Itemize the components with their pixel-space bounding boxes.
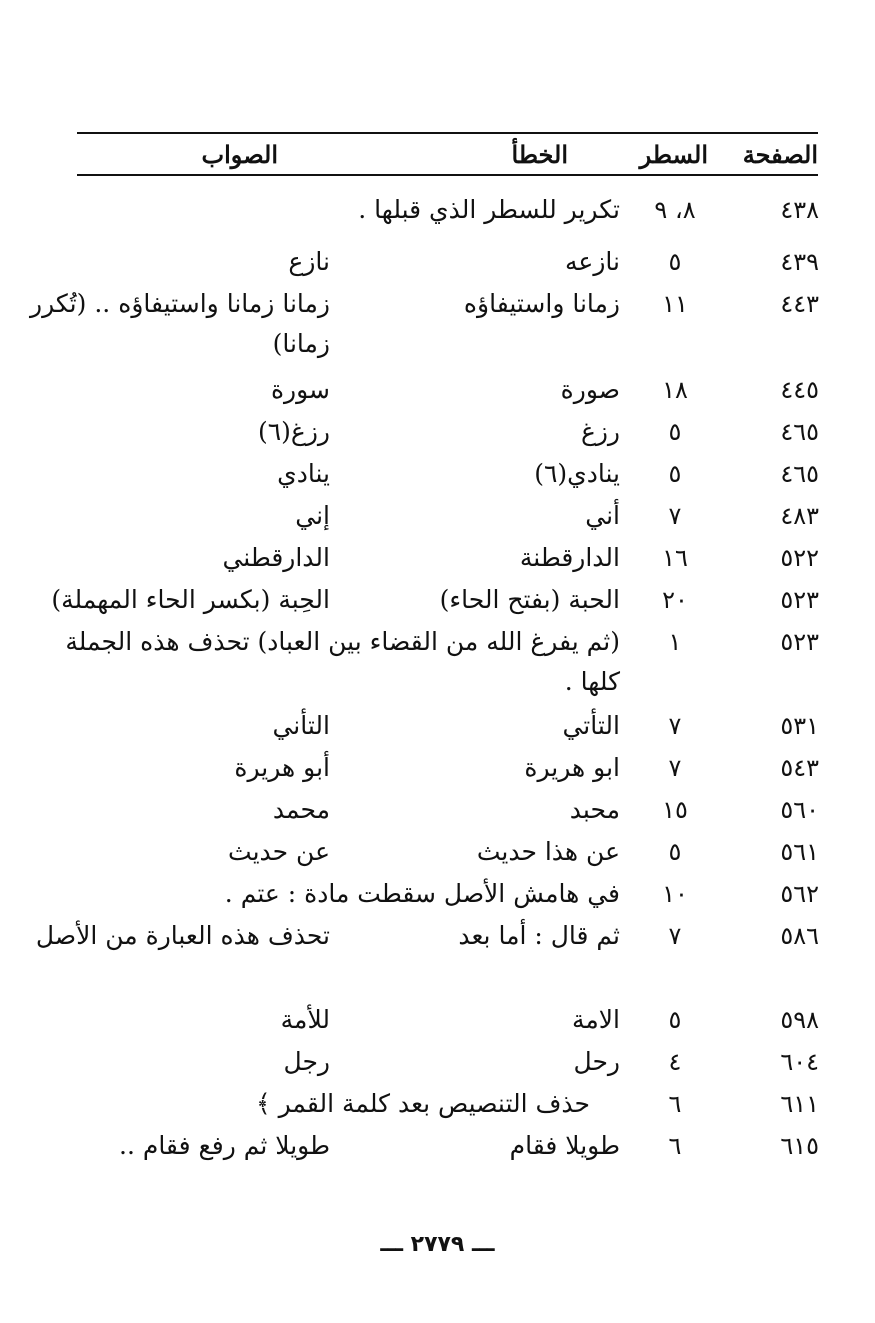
- row-line: ٦: [668, 1090, 682, 1118]
- row-note: حذف التنصيص بعد كلمة القمر ﴾: [255, 1089, 590, 1118]
- row-page: ٥٢٣: [780, 586, 819, 614]
- row-right: سورة: [270, 375, 330, 404]
- row-line: ٥: [668, 460, 682, 488]
- row-right: تحذف هذه العبارة من الأصل: [35, 921, 330, 950]
- row-line: ٧: [668, 754, 682, 782]
- table-row: [0, 874, 875, 916]
- row-wrong: ثم قال : أما بعد: [458, 921, 620, 950]
- row-line: ٧: [668, 712, 682, 740]
- table-row: [0, 454, 875, 496]
- row-right: طويلا ثم رفع فقام ..: [119, 1131, 330, 1160]
- row-page: ٥٢٣: [780, 628, 819, 656]
- row-page: ٦٠٤: [780, 1048, 819, 1076]
- table-row: [0, 190, 875, 242]
- header-right: الصواب: [201, 140, 278, 169]
- table-row: [0, 1084, 875, 1126]
- row-page: ٥٦٠: [780, 796, 819, 824]
- row-line: ٢٠: [662, 586, 688, 614]
- table-row: [0, 284, 875, 370]
- row-line: ٧: [668, 922, 682, 950]
- row-wrong: أني: [585, 501, 620, 530]
- row-page: ٤٤٥: [780, 376, 819, 404]
- row-wrong: التأتي: [562, 711, 620, 740]
- page-number: ـــ ٢٧٧٩ ـــ: [380, 1232, 495, 1257]
- row-line: ٥: [668, 418, 682, 446]
- row-note: في هامش الأصل سقطت مادة : عتم .: [224, 879, 620, 908]
- row-line: ١٥: [662, 796, 688, 824]
- row-page: ٥٣١: [780, 712, 819, 740]
- row-page: ٦١١: [780, 1090, 819, 1118]
- row-note: تكرير للسطر الذي قبلها .: [358, 195, 620, 224]
- row-page: ٥٩٨: [780, 1006, 819, 1034]
- table-row: [0, 916, 875, 1000]
- row-right: الحِبة (بكسر الحاء المهملة): [51, 585, 330, 614]
- row-page: ٤٣٩: [780, 248, 819, 276]
- row-wrong: محبد: [569, 795, 620, 824]
- row-page: ٥٦١: [780, 838, 819, 866]
- header-wrong: الخطأ: [511, 140, 568, 169]
- header-row: [77, 134, 818, 172]
- table-row: [0, 1042, 875, 1084]
- table-row: [0, 580, 875, 622]
- row-line: ١: [668, 628, 682, 656]
- row-line: ١١: [662, 290, 688, 318]
- row-page: ٤٦٥: [780, 460, 819, 488]
- row-wrong: رحل: [573, 1047, 620, 1076]
- row-right: رزغ(٦): [257, 417, 330, 446]
- table-row: [0, 748, 875, 790]
- row-wrong: طويلا فقام: [509, 1131, 620, 1160]
- row-page: ٥٢٢: [780, 544, 819, 572]
- row-wrong: الدارقطنة: [519, 543, 620, 572]
- row-line: ٨، ٩: [654, 196, 696, 224]
- row-line: ١٨: [662, 376, 688, 404]
- row-line: ١٦: [662, 544, 688, 572]
- row-page: ٥٦٢: [780, 880, 819, 908]
- row-wrong: عن هذا حديث: [476, 837, 620, 866]
- row-right: نازع: [288, 247, 330, 276]
- table-row: [0, 1000, 875, 1042]
- row-line: ٧: [668, 502, 682, 530]
- row-right: رجل: [283, 1047, 330, 1076]
- table-row: [0, 1126, 875, 1168]
- row-right: للأمة: [280, 1005, 330, 1034]
- header-rule: [77, 174, 818, 176]
- table-row: [0, 622, 875, 706]
- row-wrong: الحبة (بفتح الحاء): [439, 585, 620, 614]
- row-note: (ثم يفرغ الله من القضاء بين العباد) تحذف هذه الجملة كلها .: [65, 627, 620, 696]
- row-wrong: ابو هريرة: [524, 753, 620, 782]
- row-right: أبو هريرة: [234, 753, 330, 782]
- row-right: ينادي: [277, 459, 330, 488]
- row-line: ١٠: [662, 880, 688, 908]
- row-line: ٤: [668, 1048, 682, 1076]
- row-line: ٦: [668, 1132, 682, 1160]
- row-wrong: الامة: [572, 1005, 620, 1034]
- table-row: [0, 538, 875, 580]
- row-wrong: نازعه: [565, 247, 620, 276]
- table-row: [0, 706, 875, 748]
- row-wrong: زمانا واستيفاؤه: [463, 289, 620, 318]
- table-row: [0, 790, 875, 832]
- row-line: ٥: [668, 1006, 682, 1034]
- row-wrong: رزغ: [580, 417, 620, 446]
- row-right: الدارقطني: [222, 543, 330, 572]
- errata-rows: [0, 190, 875, 1168]
- row-page: ٤٣٨: [780, 196, 819, 224]
- row-page: ٤٤٣: [780, 290, 819, 318]
- row-line: ٥: [668, 248, 682, 276]
- row-page: ٦١٥: [780, 1132, 819, 1160]
- row-line: ٥: [668, 838, 682, 866]
- errata-table-header: [77, 132, 818, 176]
- table-row: [0, 832, 875, 874]
- row-right: إني: [295, 501, 330, 530]
- row-wrong: صورة: [560, 375, 620, 404]
- table-row: [0, 370, 875, 412]
- row-right: عن حديث: [228, 837, 330, 866]
- row-page: ٤٦٥: [780, 418, 819, 446]
- row-wrong: ينادي(٦): [534, 459, 620, 488]
- header-line: السطر: [639, 140, 708, 169]
- table-row: [0, 496, 875, 538]
- header-page: الصفحة: [742, 140, 818, 169]
- table-row: [0, 242, 875, 284]
- row-right: التأني: [272, 711, 330, 740]
- row-right: محمد: [272, 795, 330, 824]
- table-row: [0, 412, 875, 454]
- row-page: ٤٨٣: [780, 502, 819, 530]
- row-page: ٥٤٣: [780, 754, 819, 782]
- row-page: ٥٨٦: [780, 922, 819, 950]
- row-right: زمانا زمانا واستيفاؤه .. (تُكرر زمانا): [30, 289, 330, 358]
